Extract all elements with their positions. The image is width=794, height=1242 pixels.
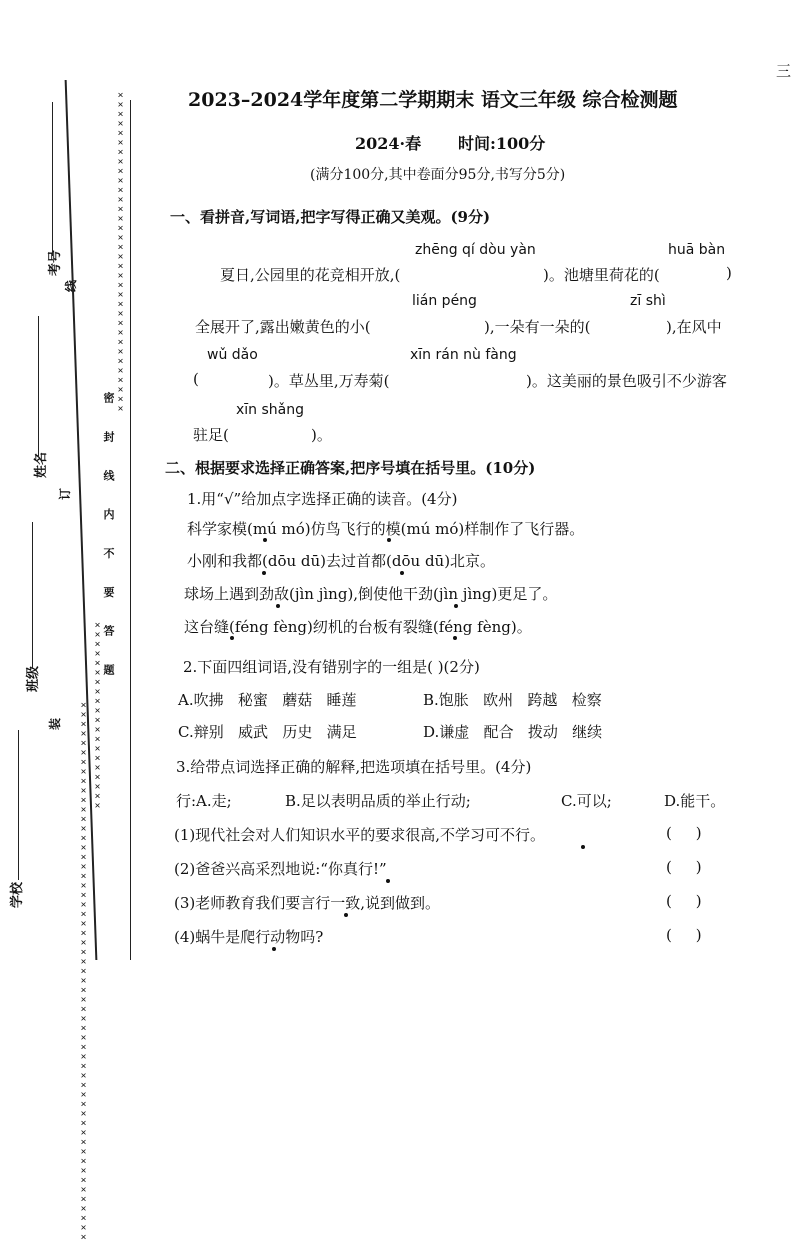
q2-option-d: D.谦虚 配合 拨动 继续 bbox=[423, 723, 603, 741]
pinyin-lian-peng: lián péng bbox=[412, 293, 477, 309]
q1-line-3: 球场上遇到劲敌(jìn jìng),倒使他干劲(jìn jìng)更足了。 bbox=[184, 585, 558, 603]
q3-item-1: (1)现代社会对人们知识水平的要求很高,不学习可不行。 bbox=[174, 826, 546, 844]
class-underline[interactable] bbox=[32, 522, 33, 668]
q3-answer-4[interactable]: ( ) bbox=[666, 926, 702, 944]
pinyin-wu-dao: wǔ dǎo bbox=[207, 347, 258, 363]
class-label: 班级 bbox=[26, 665, 41, 692]
q1-prompt: 1.用“√”给加点字选择正确的读音。(4分) bbox=[187, 490, 458, 508]
row2-text-b: ),一朵有一朵的( bbox=[484, 318, 591, 336]
school-underline[interactable] bbox=[18, 730, 19, 880]
row4-text-b: )。 bbox=[311, 426, 332, 444]
exam-time: 时间:100分 bbox=[458, 134, 546, 153]
section1-heading: 一、看拼音,写词语,把字写得正确又美观。(9分) bbox=[170, 208, 491, 226]
q2-option-a: A.吹拂 秘蜜 蘑菇 睡莲 bbox=[178, 691, 357, 709]
score-note: (满分100分,其中卷面分95分,书写分5分) bbox=[310, 167, 566, 183]
line-mark-ding: 订 bbox=[58, 487, 72, 500]
name-underline[interactable] bbox=[38, 316, 39, 456]
q3-def-c: C.可以; bbox=[561, 792, 612, 810]
emphasis-dot bbox=[262, 571, 266, 575]
q3-answer-2[interactable]: ( ) bbox=[666, 858, 702, 876]
q1-line-2: 小刚和我都(dōu dū)去过首都(dōu dū)北京。 bbox=[187, 552, 496, 570]
q3-answer-1[interactable]: ( ) bbox=[666, 824, 702, 842]
emphasis-dot bbox=[454, 604, 458, 608]
row4-text-a: 驻足( bbox=[193, 426, 229, 444]
exam-number-label: 考号 bbox=[48, 249, 63, 276]
row1-text-b: )。池塘里荷花的( bbox=[543, 266, 660, 284]
row3-text-a: ( bbox=[193, 370, 199, 388]
emphasis-dot bbox=[453, 636, 457, 640]
q1-line-4: 这台缝(féng fèng)纫机的台板有裂缝(féng fèng)。 bbox=[184, 618, 532, 636]
line-mark-zhuang: 装 bbox=[48, 717, 62, 730]
pinyin-hua-ban: huā bàn bbox=[668, 242, 726, 258]
q2-prompt: 2.下面四组词语,没有错别字的一组是( )(2分) bbox=[183, 658, 480, 676]
q3-answer-3[interactable]: ( ) bbox=[666, 892, 702, 910]
pinyin-zheng-qi-dou-yan: zhēng qí dòu yàn bbox=[415, 242, 536, 258]
row3-text-c: )。这美丽的景色吸引不少游客 bbox=[526, 372, 727, 390]
row2-text-a: 全展开了,露出嫩黄色的小( bbox=[195, 318, 371, 336]
q3-def-a: 行:A.走; bbox=[176, 792, 232, 810]
x-strip-mid: ×××××××××××××××××××× bbox=[92, 620, 103, 810]
q1-line-1: 科学家模(mú mó)仿鸟飞行的模(mú mó)样制作了飞行器。 bbox=[187, 520, 585, 538]
q2-option-b: B.饱胀 欧州 跨越 检察 bbox=[423, 691, 602, 709]
exam-title: 2023–2024学年度第二学期期末 语文三年级 综合检测题 bbox=[188, 89, 678, 111]
row1-text-c: ) bbox=[726, 264, 732, 282]
pinyin-xin-ran-nu-fang: xīn rán nù fàng bbox=[410, 347, 517, 363]
emphasis-dot bbox=[387, 538, 391, 542]
line-mark-xian: 线 bbox=[64, 279, 78, 292]
emphasis-dot bbox=[400, 571, 404, 575]
row2-text-c: ),在风中 bbox=[666, 318, 722, 336]
q3-item-2: (2)爸爸兴高采烈地说:“你真行!” bbox=[174, 860, 387, 878]
pinyin-zi-shi: zī shì bbox=[630, 293, 666, 309]
emphasis-dot bbox=[263, 538, 267, 542]
page-corner-mark: 三 bbox=[776, 62, 792, 80]
row3-text-b: )。草丛里,万寿菊( bbox=[268, 372, 390, 390]
emphasis-dot bbox=[581, 845, 585, 849]
exam-number-underline[interactable] bbox=[52, 102, 53, 256]
emphasis-dot bbox=[272, 947, 276, 951]
exam-session: 2024·春 bbox=[355, 134, 422, 153]
name-label: 姓名 bbox=[34, 451, 49, 478]
emphasis-dot bbox=[344, 913, 348, 917]
emphasis-dot bbox=[230, 636, 234, 640]
emphasis-dot bbox=[386, 879, 390, 883]
emphasis-dot bbox=[276, 604, 280, 608]
binding-line-inner bbox=[130, 100, 131, 960]
q3-prompt: 3.给带点词选择正确的解释,把选项填在括号里。(4分) bbox=[176, 758, 532, 776]
x-strip-top: ×××××××××××××××××××××××××××××××××× bbox=[115, 90, 126, 413]
q3-def-b: B.足以表明品质的举止行动; bbox=[285, 792, 471, 810]
q3-item-3: (3)老师教育我们要言行一致,说到做到。 bbox=[174, 894, 441, 912]
section2-heading: 二、根据要求选择正确答案,把序号填在括号里。(10分) bbox=[165, 459, 536, 477]
school-label: 学校 bbox=[10, 881, 25, 908]
pinyin-xin-shang: xīn shǎng bbox=[236, 402, 305, 418]
q2-option-c: C.辩别 威武 历史 满足 bbox=[178, 723, 357, 741]
q3-item-4: (4)蜗牛是爬行动物吗? bbox=[174, 928, 324, 946]
no-answer-notice: 密 封 线 内 不 要 答 题 bbox=[102, 392, 115, 687]
x-strip-bottom: ××××××××××××××××××××××××××××××××××××××××××××××××××××××××× bbox=[78, 700, 89, 1242]
row1-text-a: 夏日,公园里的花竞相开放,( bbox=[220, 266, 401, 284]
q3-def-d: D.能干。 bbox=[664, 792, 726, 810]
